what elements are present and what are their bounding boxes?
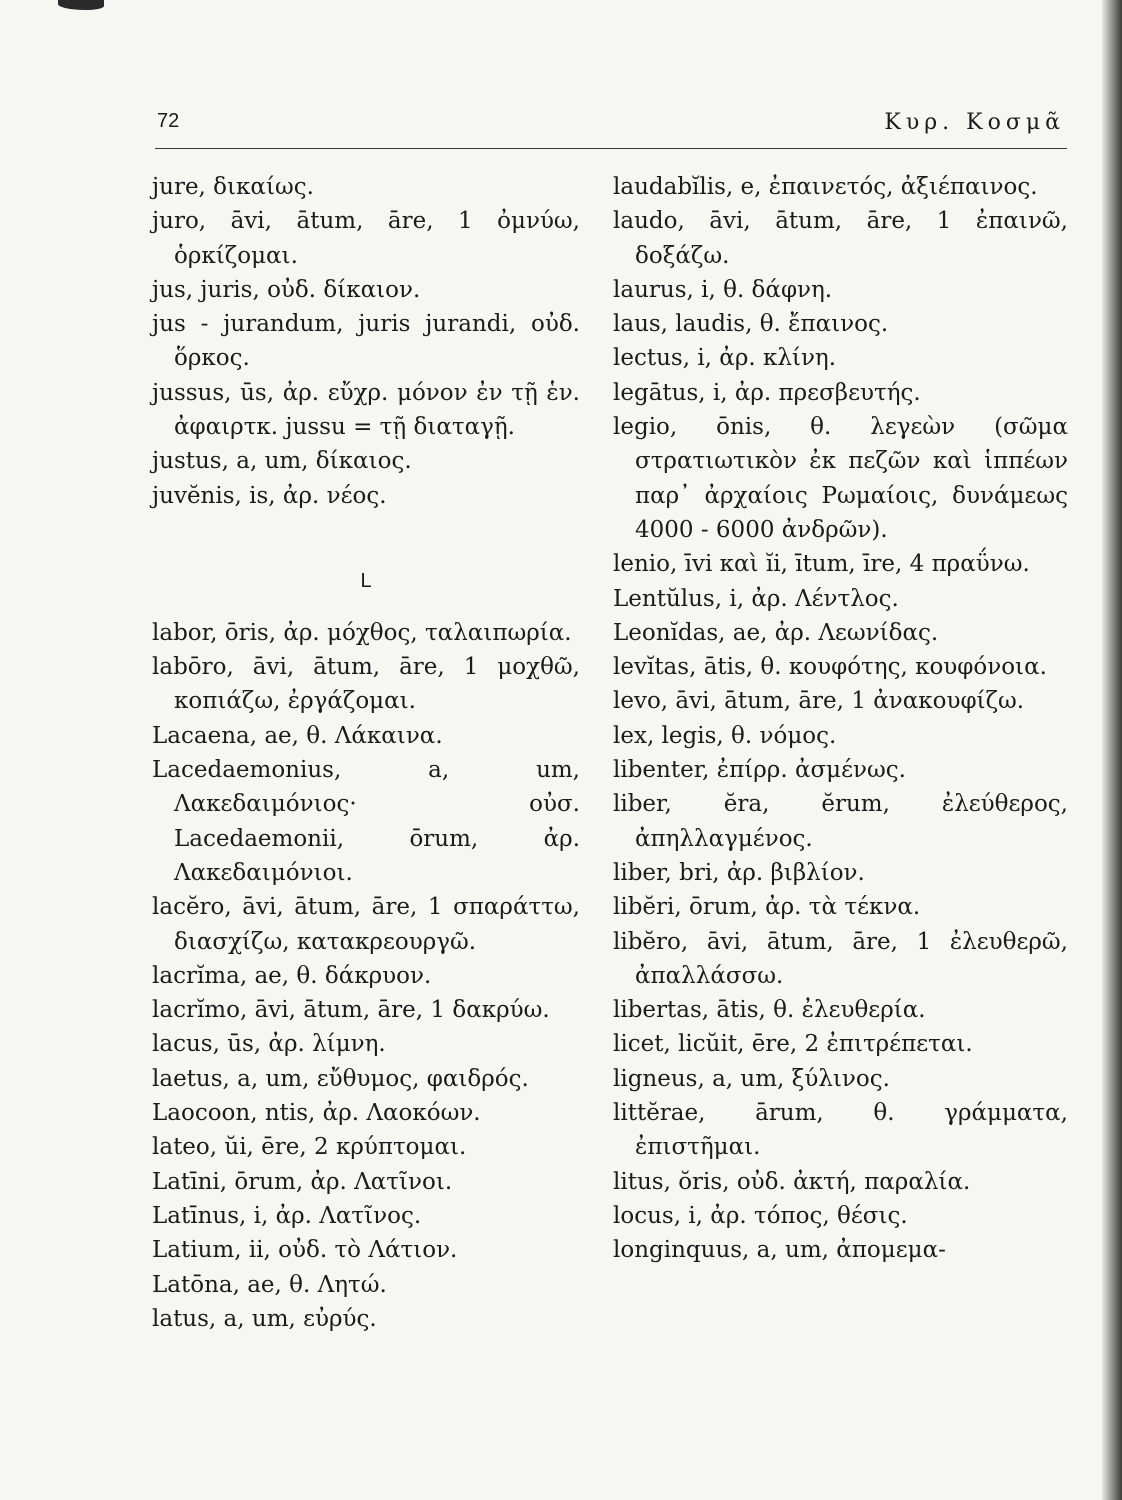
dictionary-entry: Lacaena, ae, θ. Λάκαινα. [152,722,443,749]
dictionary-entry: labōro, āvi, ātum, āre, 1 μοχθῶ, κοπιάζω, ἐργάζομαι. [152,654,580,715]
dictionary-entry: libertas, ātis, θ. ἐλευθερία. [613,997,926,1024]
dictionary-entry: Lacedaemonius, a, um, Λακεδαιμόνιος· οὐσ. Lacedaemonii, ōrum, ἀρ. Λακεδαιμόνιοι. [152,757,580,886]
dictionary-entry: libenter, ἐπίρρ. ἀσμένως. [613,757,906,784]
dictionary-entry: Latōna, ae, θ. Λητώ. [152,1271,387,1298]
dictionary-entry: juro, āvi, ātum, āre, 1 ὀμνύω, ὁρκίζομαι. [152,208,580,269]
dictionary-entry: litus, ŏris, οὐδ. ἀκτή, παραλία. [613,1168,971,1195]
dictionary-entry: lacus, ūs, ἀρ. λίμνη. [152,1031,386,1058]
dictionary-entry: lenio, īvi καὶ ĭi, ītum, īre, 4 πραΰνω. [613,551,1030,578]
dictionary-entry: longinquus, a, um, ἀπομεμα- [613,1237,946,1264]
running-head: Κυρ. Κοσμᾶ [884,110,1065,135]
dictionary-entry: lectus, i, ἀρ. κλίνη. [613,345,837,372]
dictionary-entry: lacĕro, āvi, ātum, āre, 1 σπαράττω, διασχίζω, κατακρεουργῶ. [152,894,580,955]
dictionary-entry: levĭtas, ātis, θ. κουφότης, κουφόνοια. [613,654,1047,681]
dictionary-entry: latus, a, um, εὐρύς. [152,1305,377,1332]
dictionary-entry: liber, bri, ἀρ. βιβλίον. [613,859,865,886]
section-letter-heading: L [360,570,372,593]
section-spacer [152,513,580,547]
dictionary-entry: liber, ĕra, ĕrum, ἐλεύθερος, ἀπηλλαγμένος. [613,791,1068,852]
dictionary-entry: laus, laudis, θ. ἔπαινος. [613,311,889,338]
dictionary-entry: ligneus, a, um, ξύλινος. [613,1065,890,1092]
dictionary-entry: libĕro, āvi, ātum, āre, 1 ἐλευθερῶ, ἀπαλλάσσω. [613,928,1068,989]
dictionary-entry: laetus, a, um, εὔθυμος, φαιδρός. [152,1065,529,1092]
left-column [152,170,580,1336]
dictionary-entry: licet, licŭit, ēre, 2 ἐπιτρέπεται. [613,1031,973,1058]
dictionary-entry: jus, juris, οὐδ. δίκαιον. [152,276,421,303]
dictionary-entry: jure, δικαίως. [152,174,314,200]
dictionary-entry: legio, ōnis, θ. λεγεὼν (σῶμα στρατιωτικὸν ἐκ πεζῶν καὶ ἱππέων παρ᾽ ἀρχαίοις Ρωμαίοις, δυνάμεως 4000 - 6000 ἀνδρῶν). [613,414,1068,543]
page-header [155,108,1067,149]
page-edge-shadow [1102,0,1122,1500]
dictionary-entry: jussus, ūs, ἀρ. εὔχρ. μόνον ἐν τῇ ἑν. ἀφαιρτκ. jussu = τῇ διαταγῇ. [152,379,580,441]
dictionary-entry: juvĕnis, is, ἀρ. νέος. [152,482,387,509]
dictionary-entry: labor, ōris, ἀρ. μόχθος, ταλαιπωρία. [152,619,572,646]
dictionary-entry: laudabĭlis, e, ἐπαινετός, ἀξιέπαινος. [613,174,1038,200]
dictionary-entry: legātus, i, ἀρ. πρεσβευτής. [613,379,921,406]
page-number: 72 [157,110,180,132]
dictionary-entry: Latīnus, i, ἀρ. Λατῖνος. [152,1202,422,1229]
dictionary-entry: libĕri, ōrum, ἀρ. τὰ τέκνα. [613,894,921,921]
dictionary-entry: lateo, ŭi, ēre, 2 κρύπτομαι. [152,1134,467,1161]
dictionary-entry: Latīni, ōrum, ἀρ. Λατῖνοι. [152,1168,453,1195]
dictionary-entry: lacrĭmo, āvi, ātum, āre, 1 δακρύω. [152,997,550,1024]
right-column [613,170,1068,1268]
dictionary-entry: Lentŭlus, i, ἀρ. Λέντλος. [613,585,899,612]
dictionary-entry: littĕrae, ārum, θ. γράμματα, ἐπιστῆμαι. [613,1100,1068,1161]
dictionary-entry: laudo, āvi, ātum, āre, 1 ἐπαινῶ, δοξάζω. [613,208,1068,269]
dictionary-entry: levo, āvi, ātum, āre, 1 ἀνακουφίζω. [613,688,1025,715]
corner-ink-mark [58,0,104,10]
dictionary-entry: locus, i, ἀρ. τόπος, θέσις. [613,1202,908,1229]
dictionary-entry: Latium, ii, οὐδ. τὸ Λάτιον. [152,1237,458,1264]
dictionary-entry: laurus, i, θ. δάφνη. [613,276,833,303]
dictionary-entry: Laocoon, ntis, ἀρ. Λαοκόων. [152,1100,481,1127]
dictionary-entry: lex, legis, θ. νόμος. [613,722,837,749]
dictionary-entry: lacrĭma, ae, θ. δάκρυον. [152,962,432,989]
dictionary-entry: jus - jurandum, juris jurandi, οὐδ. ὅρκος. [152,311,580,372]
dictionary-entry: Leonĭdas, ae, ἀρ. Λεωνίδας. [613,619,939,646]
dictionary-entry: justus, a, um, δίκαιος. [152,448,412,475]
